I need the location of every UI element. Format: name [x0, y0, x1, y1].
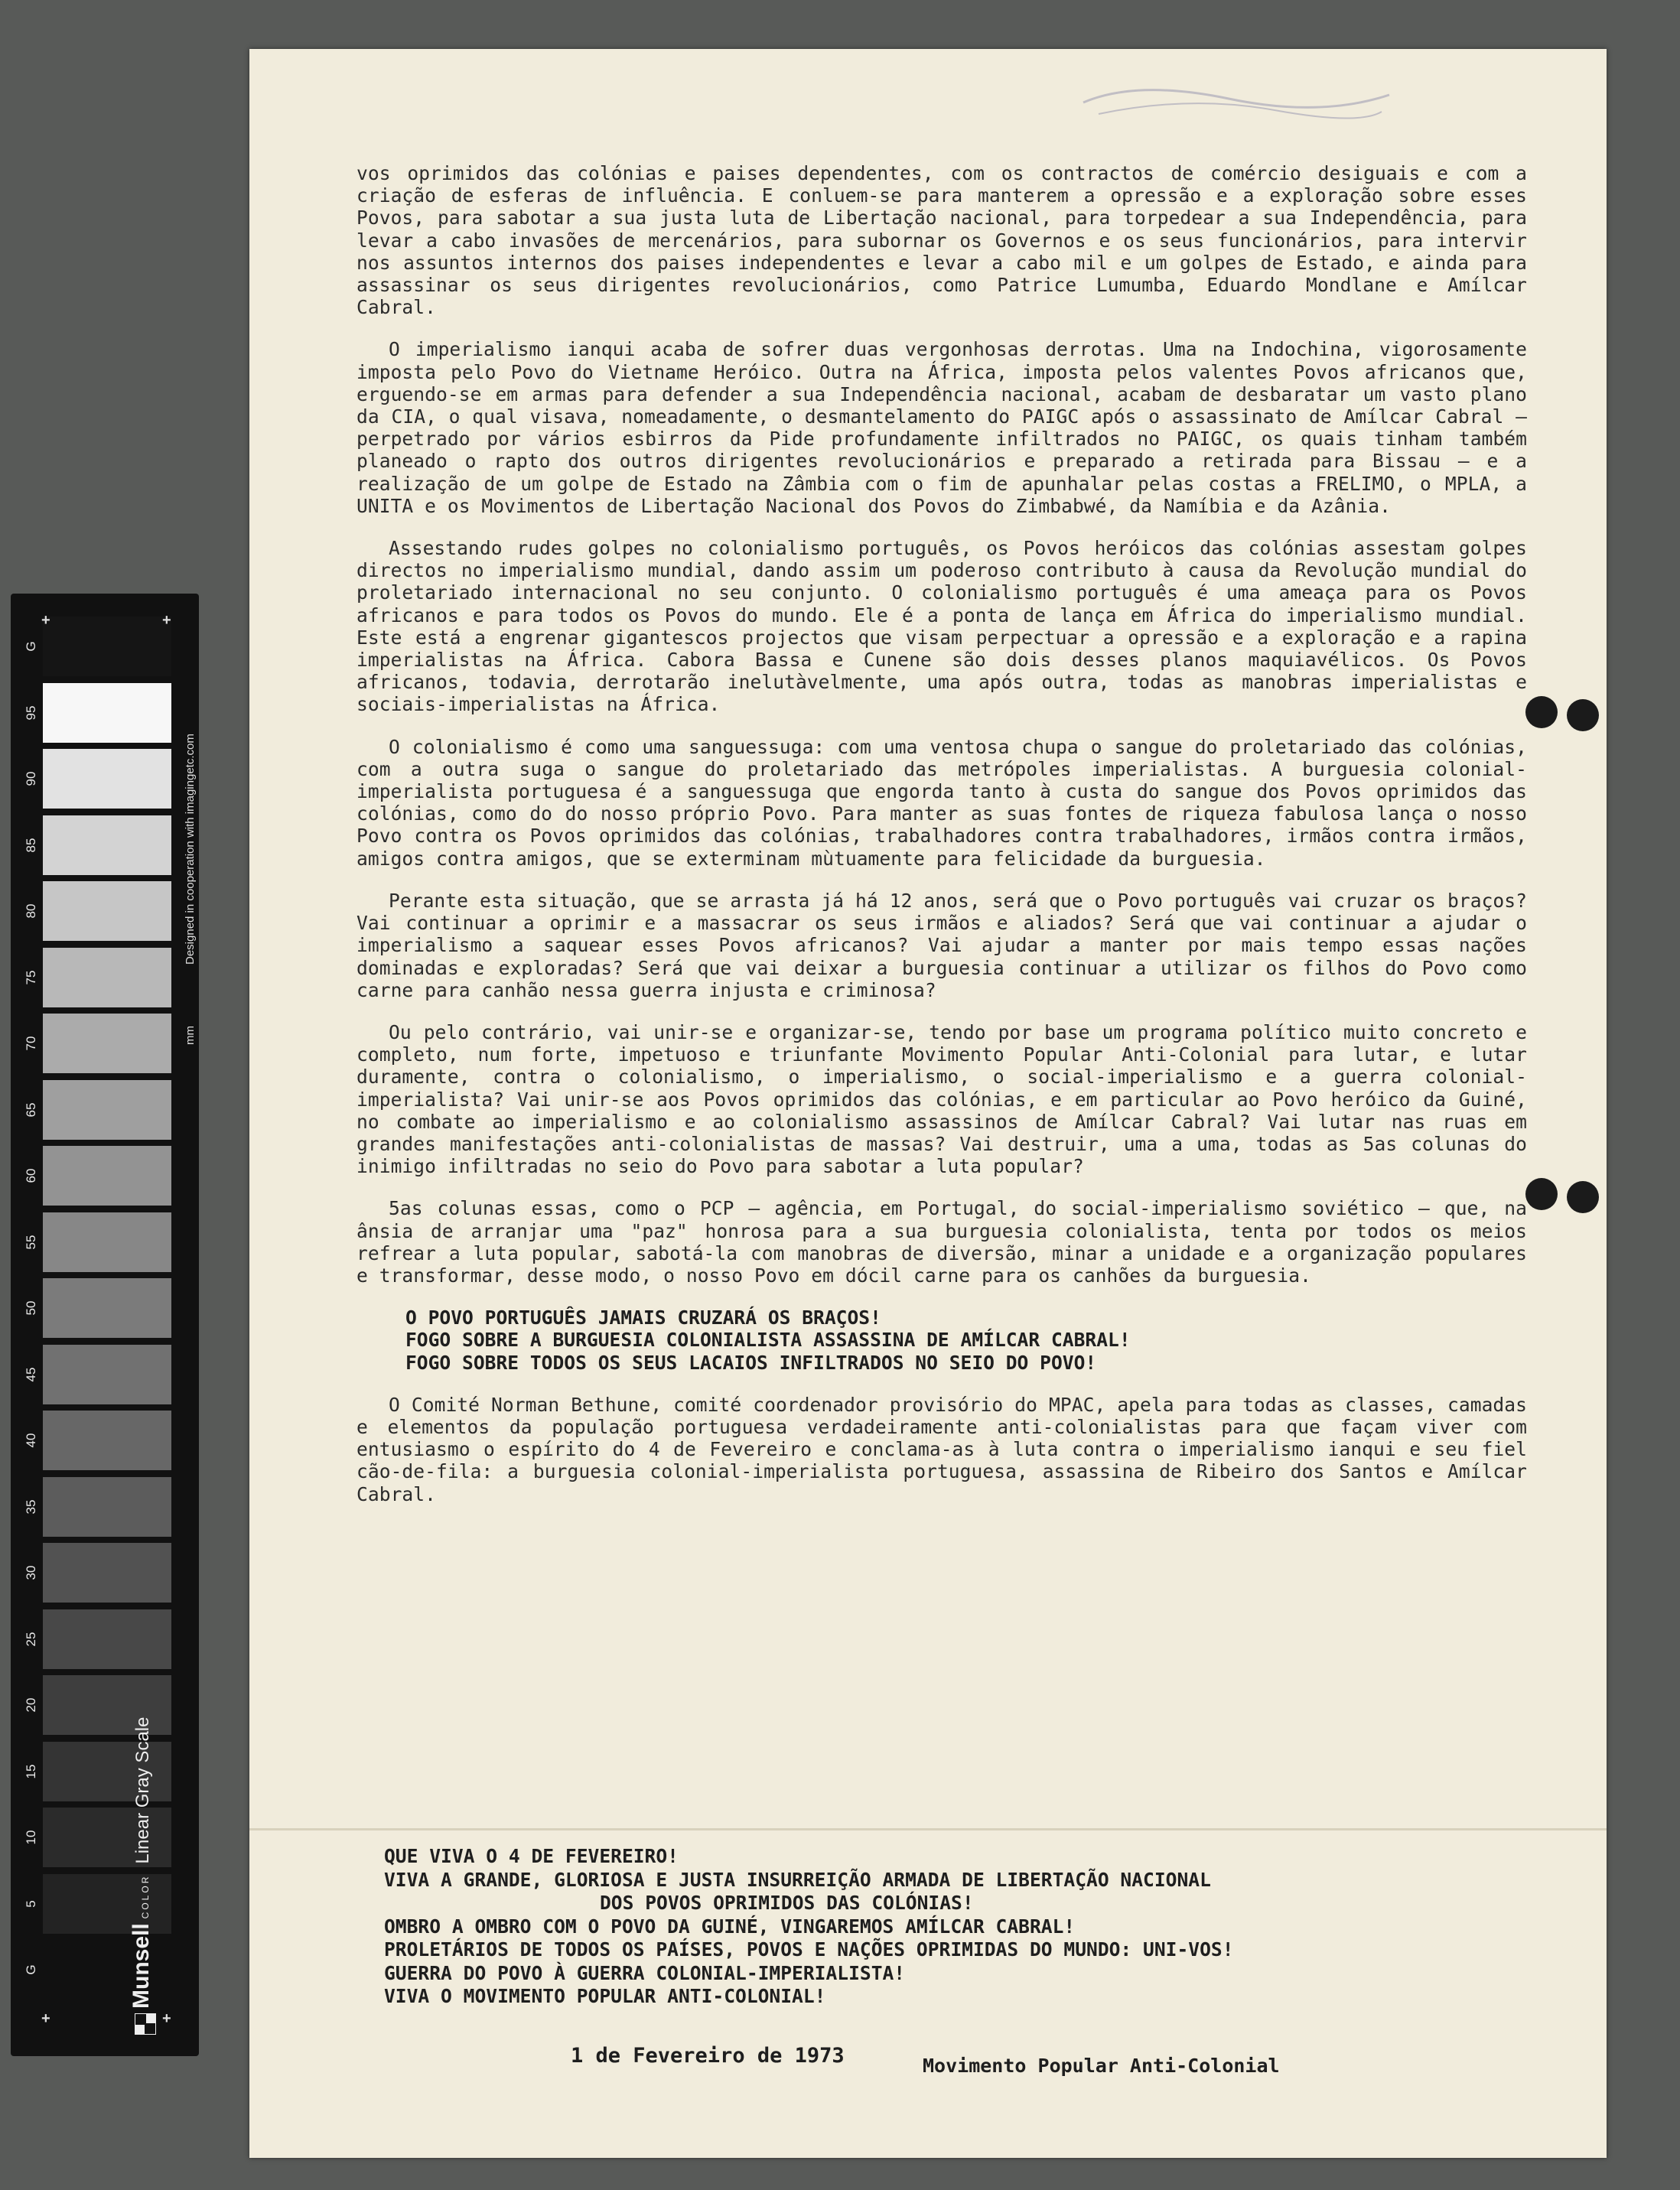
- gray-patch: [43, 1014, 171, 1073]
- registration-mark: +: [162, 612, 171, 629]
- document-page: [249, 49, 1607, 2158]
- closing-line: PROLETÁRIOS DE TODOS OS PAÍSES, POVOS E NAÇÕES OPRIMIDAS DO MUNDO: UNI-VOS!: [384, 1938, 1234, 1961]
- gray-patch: [43, 1278, 171, 1338]
- registration-mark: +: [162, 2010, 171, 2027]
- gray-patch: [43, 1411, 171, 1470]
- gray-patch: [43, 683, 171, 743]
- gray-patch: [43, 1345, 171, 1404]
- gray-patch-label: 10: [24, 1830, 38, 1845]
- fold-line: [249, 1828, 1607, 1830]
- gray-patch-label: 35: [24, 1499, 38, 1514]
- munsell-logo-icon: [135, 2013, 156, 2035]
- punch-hole-icon: [1567, 699, 1599, 731]
- gray-patch-label: 90: [24, 771, 38, 786]
- slogan-line: FOGO SOBRE A BURGUESIA COLONIALISTA ASSASSINA DE AMÍLCAR CABRAL!: [405, 1329, 1131, 1352]
- gray-scale-card: [11, 594, 199, 2056]
- gray-patch-label: 70: [24, 1036, 38, 1051]
- gray-patch: [43, 948, 171, 1007]
- gray-patch: [43, 1477, 171, 1537]
- gray-patch: [43, 1543, 171, 1603]
- paragraph: Perante esta situação, que se arrasta já há 12 anos, será que o Povo português vai cruzar os braços? Vai continuar a oprimir e a massacrar os seus irmãos e aliados? Será que vai continuar a ajudar o imperialismo a saquear esses Povos africanos? Vai ajudar a manter por mais tempo essas nações dominadas e exploradas? Será que vai deixar a burguesia continuar a utilizar os filhos do Povo como carne para canhão nessa guerra injusta e criminosa?: [357, 889, 1527, 1001]
- paragraph: O imperialismo ianqui acaba de sofrer duas vergonhosas derrotas. Uma na Indochina, vigorosamente imposta pelo Povo do Vietname Heróico. Outra na África, imposta pelos valentes Povos africanos que, erguendo-se em armas para defender a sua Independência nacional, acabam de desbaratar um vasto plano da CIA, o qual visava, nomeadamente, o desmantelamento do PAIGC após o assassinato de Amílcar Cabral — perpetrado por vários esbirros da Pide profundamente infiltrados no PAIGC, os quais tinham também planeado o rapto dos outros dirigentes revolucionários e preparado a retirada para Bissau — e a realização de um golpe de Estado na Zâmbia com o fim de apunhalar pelas costas a FRELIMO, o MPLA, a UNITA e os Movimentos de Libertação Nacional dos Povos do Zimbabwé, da Namíbia e da Azânia.: [357, 338, 1527, 517]
- paragraph: 5as colunas essas, como o PCP — agência, em Portugal, do social-imperialismo soviético — que, na ânsia de arranjar uma "paz" honrosa para a sua burguesia colonialista, tenta por todos os meios refrear a luta popular, sabotá-la com manobras de diversão, minar a unidade e a organização populares e transformar, desse modo, o nosso Povo em dócil carne para os canhões da burguesia.: [357, 1197, 1527, 1287]
- gray-patch-label: G: [24, 641, 38, 652]
- gray-patch: [43, 749, 171, 809]
- punch-hole-icon: [1525, 696, 1558, 728]
- gray-patch: [43, 1080, 171, 1140]
- gray-patch: [43, 1609, 171, 1669]
- closing-slogans: [384, 1845, 1562, 2009]
- registration-mark: +: [41, 2010, 50, 2027]
- gray-patch-label: 55: [24, 1235, 38, 1249]
- gray-patch-label: 5: [24, 1899, 38, 1908]
- gray-patch-label: 75: [24, 970, 38, 984]
- brand-name: Munsell: [129, 1923, 154, 2009]
- paragraph: Ou pelo contrário, vai unir-se e organizar-se, tendo por base um programa político muito concreto e completo, num forte, impetuoso e triunfante Movimento Popular Anti-Colonial para lutar, e lutar duramente, contra o colonialismo, o imperialismo, o social-imperialismo e a guerra colonial-imperialista? Vai unir-se aos Povos oprimidos das colónias, e em particular ao Povo heróico da Guiné, no combate ao imperialismo e ao colonialismo assassinos de Amílcar Cabral? Vai lutar nas ruas em grandes manifestações anti-colonialistas de massas? Vai destruir, uma a uma, todas as 5as colunas do inimigo infiltradas no seio do Povo para sabotar a luta popular?: [357, 1020, 1527, 1178]
- slogan-line: FOGO SOBRE TODOS OS SEUS LACAIOS INFILTRADOS NO SEIO DO POVO!: [405, 1351, 1097, 1374]
- gray-patch-label: 25: [24, 1632, 38, 1646]
- brand-sub: COLOR: [140, 1874, 151, 1919]
- munsell-brand: [129, 1717, 156, 2035]
- gray-patch-label: 50: [24, 1300, 38, 1316]
- slogans-block: [357, 1307, 1527, 1374]
- gray-patch-label: 60: [24, 1168, 38, 1183]
- punch-hole-icon: [1525, 1178, 1558, 1210]
- appeal-paragraph: O Comité Norman Bethune, comité coordenador provisório do MPAC, apela para todas as classes, camadas e elementos da população portuguesa verdadeiramente anti-colonialistas para que façam viver com entusiasmo o espírito do 4 de Fevereiro e conclama-as à luta contra o imperialismo ianqui e seu fiel cão-de-fila: a burguesia colonial-imperialista portuguesa, assassina de Ribeiro dos Santos e Amílcar Cabral.: [357, 1393, 1527, 1505]
- document-body: [357, 162, 1527, 1525]
- gray-patch: [43, 1146, 171, 1206]
- paragraph: O colonialismo é como uma sanguessuga: com uma ventosa chupa o sangue do proletariado das colónias, com a outra suga o sangue do proletariado das metrópoles imperialistas. A burguesia colonial-imperialista portuguesa é a sanguessuga que engorda tanto à custa do sangue dos Povos oprimidos das colónias, como do do nosso próprio Povo. Para manter as suas fontes de riqueza fabulosa lança o nosso Povo contra os Povos oprimidos das colónias, trabalhadores contra trabalhadores, irmãos contra irmãos, amigos contra amigos, que se exterminam mùtuamente para felicidade da burguesia.: [357, 735, 1527, 870]
- scale-title: Linear Gray Scale: [132, 1717, 153, 1864]
- paragraph: vos oprimidos das colónias e paises dependentes, com os contractos de comércio desiguais e com a criação de esferas de influência. E conluem-se para manterem a opressão e a exploração sobre esses Povos, para sabotar a sua justa luta de Libertação nacional, para torpedear a sua Independência, para levar a cabo invasões de mercenários, para subornar os Governos e os seus funcionários, para intervir nos assuntos internos dos paises independentes e levar a cabo mil e um golpes de Estado, e ainda para assassinar os seus dirigentes revolucionários, como Patrice Lumumba, Eduardo Mondlane e Amílcar Cabral.: [357, 162, 1527, 319]
- slogan-line: O POVO PORTUGUÊS JAMAIS CRUZARÁ OS BRAÇOS!: [405, 1307, 881, 1329]
- gray-patch-label: 80: [24, 903, 38, 919]
- closing-line: GUERRA DO POVO À GUERRA COLONIAL-IMPERIALISTA!: [384, 1961, 906, 1984]
- gray-patch: [43, 617, 171, 676]
- scale-credit: Designed in cooperation with imagingetc.com: [184, 734, 197, 965]
- gray-patch-label: 85: [24, 838, 38, 852]
- paragraph: Assestando rudes golpes no colonialismo português, os Povos heróicos das colónias assestam golpes directos no imperialismo mundial, dando assim um poderoso contributo à causa da Revolução mundial do proletariado internacional no seu conjunto. O colonialismo português é uma ameaça para os Povos africanos e para todos os Povos do mundo. Ele é a ponta de lança em África do imperialismo mundial. Este está a engrenar gigantescos projectos que visam perpectuar a opressão e a exploração e a rapina imperialistas na África. Cabora Bassa e Cunene são dois desses planos maquiavélicos. Os Povos africanos, todavia, derrotarão inelutàvelmente, uma após outra, todas as manobras imperialistas e sociais-imperialistas na África.: [357, 537, 1527, 716]
- gray-patch-label: G: [24, 1964, 38, 1975]
- gray-patch: [43, 815, 171, 875]
- gray-patch-label: 30: [24, 1565, 38, 1580]
- gray-patch-label: 40: [24, 1433, 38, 1448]
- gray-patch: [43, 1212, 171, 1272]
- registration-mark: +: [41, 612, 50, 629]
- gray-patch: [43, 881, 171, 941]
- gray-patch-label: 20: [24, 1697, 38, 1713]
- gray-patch-label: 45: [24, 1367, 38, 1381]
- document-date: 1 de Fevereiro de 1973: [571, 2044, 845, 2068]
- gray-patch-label: 95: [24, 705, 38, 720]
- closing-line: DOS POVOS OPRIMIDOS DAS COLÓNIAS!: [600, 1892, 974, 1914]
- closing-line: OMBRO A OMBRO COM O POVO DA GUINÉ, VINGAREMOS AMÍLCAR CABRAL!: [384, 1915, 1076, 1938]
- closing-line: VIVA A GRANDE, GLORIOSA E JUSTA INSURREIÇÃO ARMADA DE LIBERTAÇÃO NACIONAL: [384, 1868, 1211, 1891]
- punch-hole-icon: [1567, 1181, 1599, 1213]
- faint-stamp-icon: [1076, 72, 1397, 125]
- closing-line: VIVA O MOVIMENTO POPULAR ANTI-COLONIAL!: [384, 1985, 826, 2007]
- gray-patch-label: 65: [24, 1102, 38, 1117]
- document-signature: Movimento Popular Anti-Colonial: [923, 2055, 1280, 2077]
- gray-patch-label: 15: [24, 1764, 38, 1778]
- closing-line: QUE VIVA O 4 DE FEVEREIRO!: [384, 1845, 679, 1867]
- scale-unit: mm: [184, 1026, 197, 1045]
